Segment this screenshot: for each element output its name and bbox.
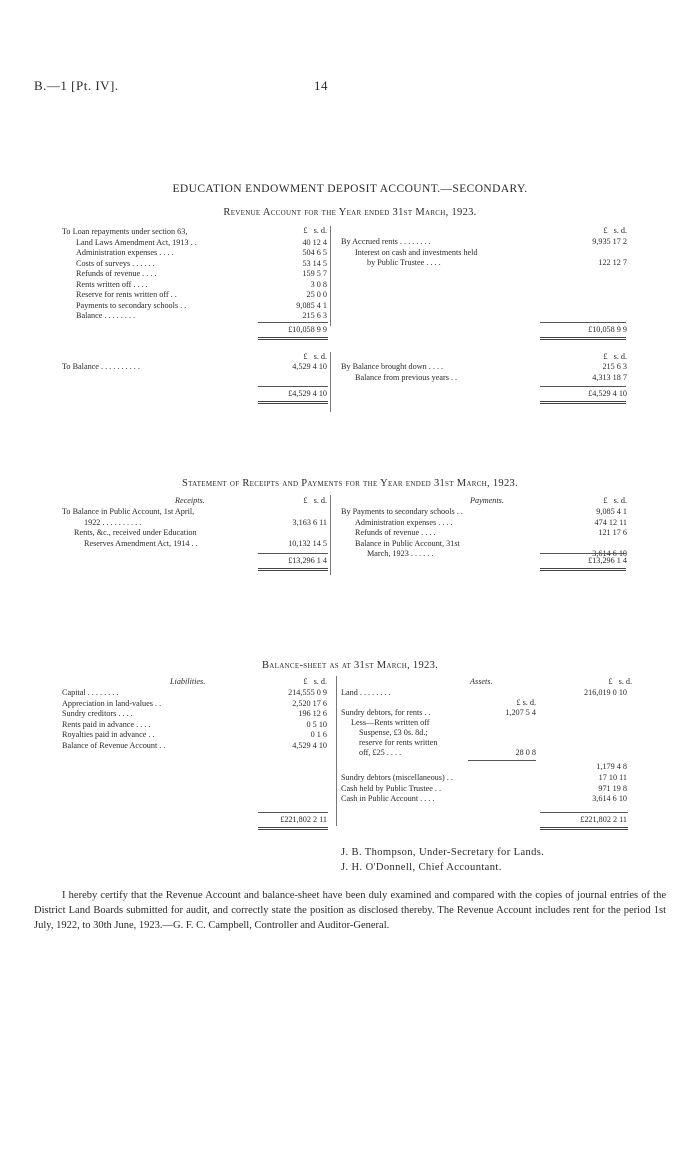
entry-label: By Accrued rents . . . . . . . . <box>341 237 431 246</box>
less-line-2: Suspense, £3 0s. 8d.; <box>359 728 428 737</box>
less-line-4: off, £25 . . . . <box>359 748 402 757</box>
currency-header-left: £ s. d. <box>303 226 327 235</box>
column-divider <box>330 226 331 326</box>
total-rule <box>258 337 328 340</box>
entry-label: Balance of Revenue Account . . <box>62 740 166 750</box>
balance-line-amount: 4,529 4 10 <box>292 362 327 371</box>
entry-amount: 17 10 11 <box>598 773 627 782</box>
debtors-rents-label: Sundry debtors, for rents . . <box>341 708 431 717</box>
liabilities-heading: Liabilities. <box>170 677 206 686</box>
entry-label: Rents written off . . . . <box>76 279 148 289</box>
revenue-credit-total: £10,058 9 9 <box>588 325 627 334</box>
entry-label: To Loan repayments under section 63, <box>62 227 188 236</box>
total-rule <box>540 568 626 571</box>
currency-header-right: £ s. d. <box>603 496 627 505</box>
entry-amount: 196 12 6 <box>298 709 327 718</box>
entry-label: Capital . . . . . . . . <box>62 688 119 697</box>
entry-amount: 9,085 4 1 <box>596 507 627 516</box>
entry-label: Refunds of revenue . . . . <box>355 528 436 537</box>
entry-label: Costs of surveys . . . . . . <box>76 258 155 268</box>
receipts-total: £13,296 1 4 <box>288 556 327 565</box>
entry-label: Sundry creditors . . . . <box>62 709 133 718</box>
receipts-heading: Receipts. <box>175 496 205 505</box>
entry-label: Rents, &c., received under Education <box>74 528 197 537</box>
entry-label: Cash in Public Account . . . . <box>341 794 435 803</box>
total-rule <box>258 401 328 404</box>
column-divider <box>330 352 331 412</box>
entry-amount: 0 5 10 <box>306 719 327 729</box>
entry-label: Cash held by Public Trustee . . <box>341 783 442 793</box>
entry-amount: 3,614 6 10 <box>592 549 627 558</box>
inner-rule <box>468 760 536 761</box>
entry-label: Interest on cash and investments held <box>355 247 478 257</box>
balance-debit-total: £4,529 4 10 <box>288 389 327 398</box>
entry-amount: 53 14 5 <box>302 258 327 268</box>
section2-title: Statement of Receipts and Payments for the Year ended 31st March, 1923. <box>182 478 518 489</box>
subtotal-rule <box>258 812 328 813</box>
inner-currency-header: £ s. d. <box>516 698 536 707</box>
entry-label: By Balance brought down . . . . <box>341 362 444 371</box>
signature-under-secretary: J. B. Thompson, Under-Secretary for Lands. <box>341 847 545 858</box>
revenue-debit-total: £10,058 9 9 <box>288 325 327 334</box>
entry-amount: 122 12 7 <box>598 258 627 267</box>
subtotal-rule <box>540 322 626 323</box>
currency-header-right: £ s. d. <box>603 226 627 235</box>
entry-label: Appreciation in land-values . . <box>62 698 162 708</box>
entry-label: Payments to secondary schools . . <box>76 300 187 310</box>
section1-title: EDUCATION ENDOWMENT DEPOSIT ACCOUNT.—SECONDARY. <box>172 183 528 195</box>
signature-chief-accountant: J. H. O'Donnell, Chief Accountant. <box>341 862 502 873</box>
entry-label: Refunds of revenue . . . . <box>76 269 157 278</box>
entry-label: By Payments to secondary schools . . <box>341 507 463 516</box>
entry-amount: 9,085 4 1 <box>296 300 327 310</box>
entry-label: To Balance in Public Account, 1st April, <box>62 507 195 516</box>
entry-amount: 215 6 3 <box>302 311 327 320</box>
entry-amount: 40 12 4 <box>302 237 327 247</box>
subtotal-rule <box>258 322 328 323</box>
entry-amount: 3,163 6 11 <box>292 517 327 527</box>
section3-title: Balance-sheet as at 31st March, 1923. <box>261 660 439 671</box>
less-inner-amount: 28 0 8 <box>515 748 536 757</box>
currency-header-right: £ s. d. <box>603 352 627 361</box>
debtors-rents-inner: 1,207 5 4 <box>505 708 536 717</box>
entry-label: by Public Trustee . . . . <box>367 258 441 267</box>
entry-label: Reserves Amendment Act, 1914 . . <box>84 538 198 548</box>
entry-amount: 215 6 3 <box>602 362 627 371</box>
currency-header-left: £ s. d. <box>303 677 327 686</box>
entry-amount: 121 17 6 <box>598 528 627 537</box>
column-divider <box>336 676 337 826</box>
entry-amount: 9,935 17 2 <box>592 237 627 246</box>
entry-amount: 3 0 8 <box>310 279 327 289</box>
subtotal-rule <box>540 553 626 554</box>
debtors-net-amount: 1,179 4 8 <box>596 762 627 771</box>
currency-header-right: £ s. d. <box>608 677 632 686</box>
entry-label: Balance from previous years . . <box>355 372 458 382</box>
total-rule <box>540 337 626 340</box>
total-rule <box>258 568 328 571</box>
section1-subtitle: Revenue Account for the Year ended 31st March, 1923. <box>223 207 477 218</box>
payments-heading: Payments. <box>470 496 504 505</box>
assets-heading: Assets. <box>470 677 493 686</box>
currency-header-left: £ s. d. <box>303 496 327 505</box>
entry-amount: 4,313 18 7 <box>592 372 627 382</box>
asset-land-amount: 216,019 0 10 <box>584 688 627 697</box>
currency-header-left: £ s. d. <box>303 352 327 361</box>
column-divider <box>330 495 331 575</box>
entry-amount: 2,520 17 6 <box>292 698 327 708</box>
entry-label: Royalties paid in advance . . <box>62 730 155 739</box>
page-number: 14 <box>314 78 328 93</box>
entry-label: Administration expenses . . . . <box>76 248 174 257</box>
auditor-certificate: I hereby certify that the Revenue Account and balance-sheet have been duly examined and compared with the copies of journal entries of the District Land Boards submitted for audit, and correctly state the position as disclosed thereby. The Revenue Account includes rent for the period 1st July, 1922, to 30th June, 1923.—G. F. C. Campbell, Controller and Auditor-General. <box>34 890 666 931</box>
less-line-1: Less—Rents written off <box>351 718 430 727</box>
entry-amount: 214,555 0 9 <box>288 688 327 697</box>
entry-amount: 25 0 0 <box>306 290 327 299</box>
entry-label: Administration expenses . . . . <box>355 517 453 527</box>
payments-total: £13,296 1 4 <box>588 556 627 565</box>
entry-label: Sundry debtors (miscellaneous) . . <box>341 773 453 782</box>
balance-credit-total: £4,529 4 10 <box>588 389 627 398</box>
entry-amount: 4,529 4 10 <box>292 740 327 750</box>
entry-amount: 474 12 11 <box>594 517 627 527</box>
page-reference: B.—1 [Pt. IV]. <box>34 78 119 93</box>
entry-amount: 971 19 8 <box>598 783 627 793</box>
less-line-3: reserve for rents written <box>359 738 438 747</box>
entry-amount: 10,132 14 5 <box>288 538 327 548</box>
entry-label: Balance . . . . . . . . <box>76 311 136 320</box>
entry-label: 1922 . . . . . . . . . . <box>84 517 142 527</box>
entry-amount: 159 5 7 <box>302 269 327 278</box>
entry-label: March, 1923 . . . . . . <box>367 549 434 558</box>
liabilities-total: £221,802 2 11 <box>280 815 327 824</box>
total-rule <box>540 827 628 830</box>
balance-line-label: To Balance . . . . . . . . . . <box>62 362 140 371</box>
asset-land-label: Land . . . . . . . . <box>341 688 391 697</box>
entry-amount: 0 1 6 <box>310 730 327 739</box>
subtotal-rule <box>258 553 328 554</box>
assets-total: £221,802 2 11 <box>580 815 627 824</box>
entry-label: Land Laws Amendment Act, 1913 . . <box>76 237 197 247</box>
total-rule <box>258 827 328 830</box>
total-rule <box>540 401 626 404</box>
entry-label: Balance in Public Account, 31st <box>355 538 460 548</box>
entry-amount: 3,614 6 10 <box>592 794 627 803</box>
entry-label: Rents paid in advance . . . . <box>62 719 151 729</box>
subtotal-rule <box>540 386 626 387</box>
entry-amount: 504 6 5 <box>302 248 327 257</box>
subtotal-rule <box>540 812 628 813</box>
entry-label: Reserve for rents written off . . <box>76 290 177 299</box>
subtotal-rule <box>258 386 328 387</box>
